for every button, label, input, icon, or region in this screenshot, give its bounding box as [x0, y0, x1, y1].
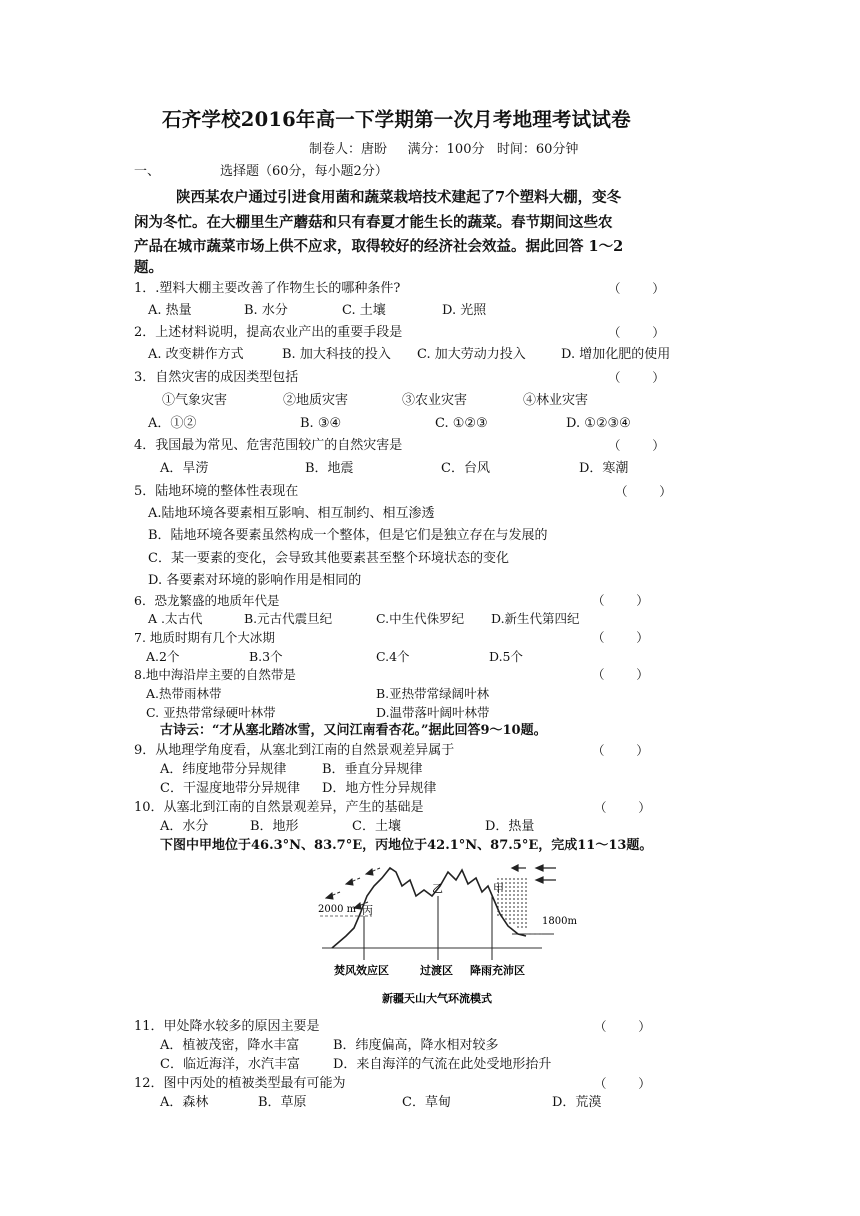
answer-blank-2: （ ）	[608, 325, 665, 340]
q2-option-c: C. 加大劳动力投入	[417, 347, 526, 362]
question-4: 4．我国最为常见、危害范围较广的自然灾害是	[134, 438, 403, 453]
q1-option-b: B. 水分	[244, 303, 288, 318]
airflow-arrows-right	[512, 865, 556, 883]
zone-label-foehn: 焚风效应区	[334, 964, 389, 977]
question-9: 9．从地理学角度看，从塞北到江南的自然景观差异属于	[134, 743, 455, 758]
zone-label-transition: 过渡区	[420, 964, 453, 977]
q2-option-d: D. 增加化肥的使用	[561, 347, 671, 362]
q4-option-b: B．地震	[305, 461, 354, 476]
q12-option-b: B．草原	[258, 1095, 307, 1110]
q6-option-a: A .太古代	[148, 611, 203, 626]
answer-blank-8: （ ）	[592, 667, 649, 682]
question-5: 5．陆地环境的整体性表现在	[134, 484, 299, 499]
intro-line-2: 闲为冬忙。在大棚里生产蘑菇和只有春夏才能生长的蔬菜。春节期间这些农	[134, 214, 613, 231]
q7-option-c: C.4个	[376, 649, 410, 664]
q6-option-b: B.元古代震旦纪	[244, 611, 333, 626]
figure-intro: 下图中甲地位于46.3°N、83.7°E，丙地位于42.1°N、87.5°E，完成11～13题。	[160, 838, 653, 853]
question-12: 12．图中丙处的植被类型最有可能为	[134, 1076, 346, 1091]
intro-line-4: 题。	[134, 259, 163, 276]
q6-option-c: C.中生代侏罗纪	[376, 611, 465, 626]
q5-option-b: B．陆地环境各要素虽然构成一个整体，但是它们是独立存在与发展的	[148, 528, 548, 543]
question-7: 7. 地质时期有几个大冰期	[134, 630, 275, 645]
answer-blank-5: （ ）	[615, 484, 672, 499]
label-yi: 乙	[432, 882, 443, 895]
q3-item-4: ④林业灾害	[523, 393, 589, 408]
zone-label-rainfall: 降雨充沛区	[470, 964, 525, 977]
q7-option-d: D.5个	[489, 649, 524, 664]
q7-option-b: B.3个	[249, 649, 283, 664]
poem-intro: 古诗云：“才从塞北踏冰雪，又问江南看杏花。”据此回答9～10题。	[160, 723, 547, 738]
question-2: 2．上述材料说明，提高农业产出的重要手段是	[134, 325, 403, 340]
label-jia: 甲	[493, 882, 504, 895]
question-3: 3．自然灾害的成因类型包括	[134, 370, 299, 385]
section-title: 选择题（60分，每小题2分）	[220, 164, 388, 179]
q11-option-d: D．来自海洋的气流在此处受地形抬升	[333, 1057, 552, 1072]
exam-meta: 制卷人：唐盼 满分：100分 时间：60分钟	[309, 142, 579, 157]
q5-option-d: D. 各要素对环境的影响作用是相同的	[148, 573, 362, 588]
question-8: 8.地中海沿岸主要的自然带是	[134, 667, 296, 682]
answer-blank-12: （ ）	[594, 1076, 651, 1091]
q9-option-d: D．地方性分异规律	[322, 781, 437, 796]
q2-option-a: A. 改变耕作方式	[148, 347, 244, 362]
q8-option-c: C. 亚热带常绿硬叶林带	[146, 705, 276, 720]
q3-option-d: D. ①②③④	[566, 416, 631, 431]
q9-option-c: C．干湿度地带分异规律	[160, 781, 300, 796]
q1-option-a: A. 热量	[148, 303, 192, 318]
section-number: 一、	[134, 164, 161, 179]
q4-option-d: D．寒潮	[579, 461, 629, 476]
q3-item-3: ③农业灾害	[402, 393, 468, 408]
answer-blank-10: （ ）	[594, 800, 651, 815]
question-11: 11．甲处降水较多的原因主要是	[134, 1019, 320, 1034]
answer-blank-9: （ ）	[592, 743, 649, 758]
exam-title: 石齐学校2016年高一下学期第一次月考地理考试试卷	[162, 108, 631, 131]
label-bing: 丙	[362, 904, 373, 917]
q8-option-b: B.亚热带常绿阔叶林	[376, 686, 490, 701]
q9-option-a: A．纬度地带分异规律	[160, 762, 287, 777]
q6-option-d: D.新生代第四纪	[491, 611, 580, 626]
q12-option-c: C．草甸	[402, 1095, 451, 1110]
q10-option-a: A．水分	[160, 819, 209, 834]
q10-option-c: C．土壤	[352, 819, 401, 834]
q5-option-c: C．某一要素的变化，会导致其他要素甚至整个环境状态的变化	[148, 551, 509, 566]
q3-option-c: C. ①②③	[435, 416, 488, 431]
answer-blank-4: （ ）	[608, 438, 665, 453]
label-1800m: 1800m	[542, 916, 577, 927]
q8-option-a: A.热带雨林带	[146, 686, 222, 701]
answer-blank-11: （ ）	[594, 1019, 651, 1034]
answer-blank-6: （ ）	[592, 593, 649, 608]
q3-option-b: B. ③④	[300, 416, 342, 431]
question-6: 6．恐龙繁盛的地质年代是	[134, 593, 280, 608]
intro-line-3: 产品在城市蔬菜市场上供不应求，取得较好的经济社会效益。据此回答 1～2	[134, 238, 624, 255]
q11-option-b: B．纬度偏高，降水相对较多	[333, 1038, 499, 1053]
q4-option-c: C．台风	[441, 461, 490, 476]
q12-option-d: D．荒漠	[552, 1095, 602, 1110]
q2-option-b: B. 加大科技的投入	[282, 347, 391, 362]
q5-option-a: A.陆地环境各要素相互影响、相互制约、相互渗透	[148, 506, 435, 521]
q10-option-d: D．热量	[485, 819, 535, 834]
q1-option-d: D. 光照	[442, 303, 487, 318]
intro-line-1: 陕西某农户通过引进食用菌和蔬菜栽培技术建起了7个塑料大棚，变冬	[176, 189, 622, 206]
q4-option-a: A．旱涝	[160, 461, 209, 476]
q11-option-c: C．临近海洋，水汽丰富	[160, 1057, 300, 1072]
q1-option-c: C. 土壤	[342, 303, 386, 318]
tianshan-circulation-figure	[312, 856, 602, 1006]
q10-option-b: B．地形	[250, 819, 299, 834]
q8-option-d: D.温带落叶阔叶林带	[376, 705, 490, 720]
answer-blank-7: （ ）	[592, 630, 649, 645]
q7-option-a: A.2个	[146, 649, 180, 664]
q3-item-2: ②地质灾害	[283, 393, 349, 408]
figure-caption: 新疆天山大气环流模式	[382, 992, 492, 1005]
answer-blank-3: （ ）	[608, 370, 665, 385]
q11-option-a: A．植被茂密，降水丰富	[160, 1038, 300, 1053]
answer-blank-1: （ ）	[608, 281, 665, 296]
q12-option-a: A．森林	[160, 1095, 209, 1110]
q9-option-b: B．垂直分异规律	[322, 762, 423, 777]
label-2000m: 2000 m	[318, 904, 357, 915]
question-10: 10．从塞北到江南的自然景观差异，产生的基础是	[134, 800, 424, 815]
question-1: 1．.塑料大棚主要改善了作物生长的哪种条件?	[134, 281, 401, 296]
q3-option-a: A．①②	[148, 416, 197, 431]
q3-item-1: ①气象灾害	[162, 393, 228, 408]
